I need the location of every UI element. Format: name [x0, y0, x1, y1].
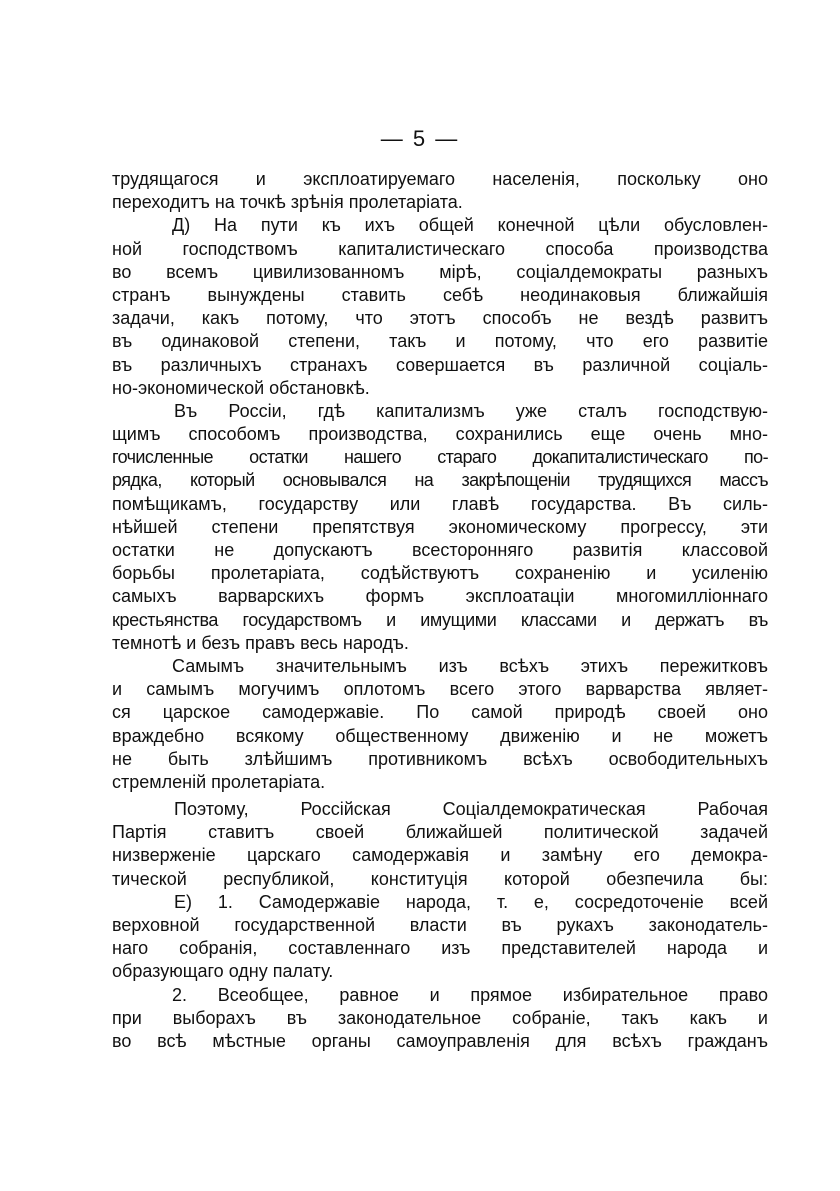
paragraph-6 [112, 891, 768, 984]
text-line: рядка, который основывался на закрѣпощеніи трудящихся массъ [112, 470, 768, 491]
text-line: во всѣ мѣстные органы самоуправленія для всѣхъ гражданъ [112, 1030, 768, 1051]
text-line: не быть злѣйшимъ противникомъ всѣхъ освободительныхъ [112, 748, 768, 769]
text-line: Е) 1. Самодержавіе народа, т. е, сосредоточеніе всей [174, 891, 768, 912]
paragraph-5 [112, 798, 768, 891]
text-line: въ одинаковой степени, такъ и потому, что его развитіе [112, 331, 768, 352]
text-line: Д) На пути къ ихъ общей конечной цѣли обусловлен- [172, 215, 768, 236]
text-line: нѣйшей степени препятствуя экономическому прогрессу, эти [112, 516, 768, 537]
text-line: въ различныхъ странахъ совершается въ различной соціаль- [112, 354, 768, 375]
text-line: низверженіе царскаго самодержавія и замѣну его демокра- [112, 845, 768, 866]
paragraph-2 [112, 214, 768, 400]
text-line: образующаго одну палату. [112, 961, 334, 982]
text-line: борьбы пролетаріата, содѣйствуютъ сохраненію и усиленію [112, 563, 768, 584]
text-line: но-экономической обстановкѣ. [112, 377, 370, 398]
text-line: враждебно всякому общественному движенію и не можетъ [112, 725, 768, 746]
text-line: остатки не допускаютъ всесторонняго развитія классовой [112, 540, 768, 560]
text-line: самыхъ варварскихъ формъ эксплоатаціи многомилліоннаго [112, 586, 768, 607]
paragraph-3 [112, 400, 768, 655]
text-line: гочисленные остатки нашего стараго докапиталистическаго по- [112, 447, 768, 468]
text-line: Поэтому, Россійская Соціалдемократическая Рабочая [174, 799, 768, 820]
text-line: стремленій пролетаріата. [112, 771, 326, 792]
text-line: странъ вынуждены ставить себѣ неодинаковыя ближайшія [112, 284, 768, 305]
text-line: верховной государственной власти въ рукахъ законодатель- [112, 915, 768, 935]
paragraph-4 [112, 655, 768, 794]
body-text [112, 168, 768, 1053]
text-line: крестьянства государствомъ и имущими классами и держатъ въ [112, 609, 768, 630]
text-line: Партія ставитъ своей ближайшей политической задачей [112, 822, 768, 843]
text-line: ной господствомъ капиталистическаго способа производства [112, 238, 768, 259]
text-line: ся царское самодержавіе. По самой природѣ своей оно [112, 702, 768, 723]
text-line: Въ Россіи, гдѣ капитализмъ уже сталъ господствую- [174, 400, 768, 421]
text-line: во всемъ цивилизованномъ мірѣ, соціалдемократы разныхъ [112, 261, 768, 282]
text-line: темнотѣ и безъ правъ весь народъ. [112, 632, 409, 653]
paragraph-7 [112, 984, 768, 1054]
text-line: задачи, какъ потому, что этотъ способъ не вездѣ развитъ [112, 308, 768, 329]
text-line: тической республикой, конституція которой обезпечила бы: [112, 868, 768, 889]
text-line: помѣщикамъ, государству или главѣ государства. Въ силь- [112, 493, 768, 514]
text-line: 2. Всеобщее, равное и прямое избирательное право [172, 984, 768, 1005]
text-line: переходитъ на точкѣ зрѣнія пролетаріата. [112, 192, 463, 213]
text-line: наго собранія, составленнаго изъ представителей народа и [112, 938, 768, 959]
paragraph-1 [112, 168, 768, 214]
text-line: при выборахъ въ законодательное собраніе, такъ какъ и [112, 1007, 768, 1028]
text-line: щимъ способомъ производства, сохранились еще очень мно- [112, 424, 768, 445]
text-line: трудящагося и эксплоатируемаго населенія, поскольку оно [112, 169, 768, 189]
text-line: и самымъ могучимъ оплотомъ всего этого варварства являет- [112, 679, 768, 700]
page-number: — 5 — [380, 126, 460, 151]
text-line: Самымъ значительнымъ изъ всѣхъ этихъ пережитковъ [172, 655, 768, 676]
